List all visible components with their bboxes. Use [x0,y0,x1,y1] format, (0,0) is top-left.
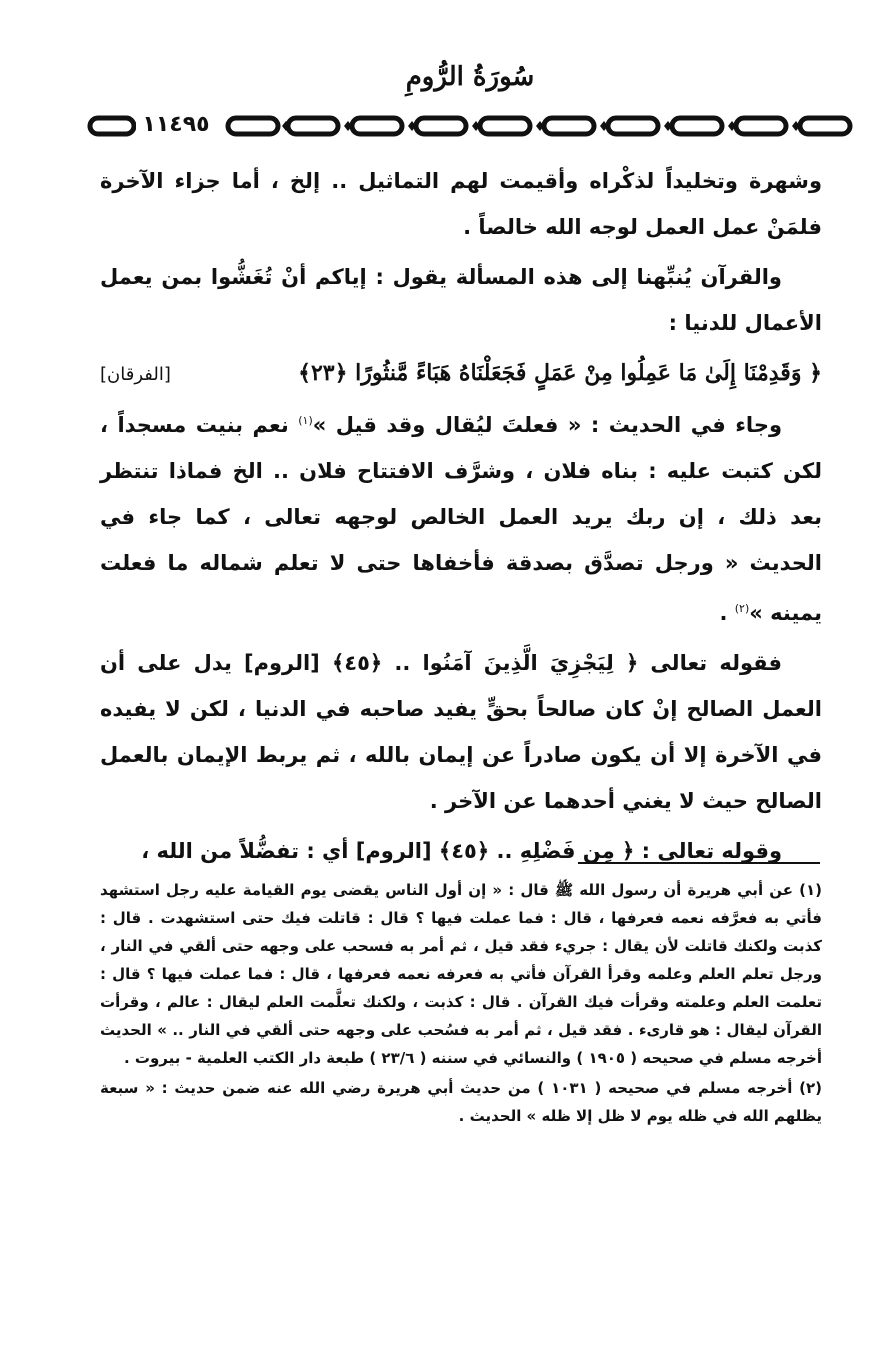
paragraph: وقوله تعالى : ﴿ مِن فَضْلِهِ .. ﴿٤٥﴾ [الروم] أي : تفضُّلاً من الله ، [141,839,782,863]
paragraph [100,398,822,636]
footnote-separator [578,862,820,864]
paragraph-end: . [719,601,735,625]
paragraph: فقوله تعالى ﴿ لِيَجْزِيَ الَّذِينَ آمَنُوا .. ﴿٤٥﴾ [الروم] يدل على أن العمل الصالح إنْ كان صالحاً بحقٍّ يفيد صاحبه في الدنيا ، لكن لا يفيده في الآخرة إلا أن يكون صادراً عن إيمان بالله ، ثم يربط الإيمان بالعمل الصالح حيث لا يغني أحدهما عن الآخر . [100,651,822,813]
footnote-marker: (١) [298,414,313,427]
page-number: ١١٤٩٥ [136,111,216,139]
hadith-quote: وجاء في الحديث : « فعلتَ ليُقال وقد قيل » [312,413,783,437]
surah-title: سُورَةُ الرُّومِ [405,62,535,92]
paragraph-text: نعم بنيت مسجداً ، لكن كتبت عليه : بناه فلان ، وشرَّف الافتتاح فلان .. الخ فماذا تنتظر بعد ذلك ، إن ربك يريد العمل الخالص لوجهه تعالى ، كما جاء في الحديث « ورجل تصدَّق بصدقة فأخفاها حتى لا تعلم شماله ما فعلت يمينه » [100,413,822,625]
footnote: (١) عن أبي هريرة أن رسول الله ﷺ قال : « إن أول الناس يقضى يوم القيامة عليه رجل استشهد فأتي به فعرَّفه نعمه فعرفها ، قال : فما عملت فيها ؟ قال : قاتلت فيك حتى استشهدت . قال : كذبت ولكنك قاتلت لأن يقال : جريء فقد قيل ، ثم أمر به فسحب على وجهه حتى ألقي في النار ، ورجل تعلم العلم وعلمه وقرأ القرآن فأتي به فعرفه نعمه فعرفها ، قال : فما عملت فيها ؟ قال : تعلمت العلم وعلمته وقرأت فيك القرآن . قال : كذبت ، ولكنك تعلَّمت العلم ليقال : عالم ، وقرأت القرآن ليقال : هو قارىء . فقد قيل ، ثم أمر به فسُحب على وجهه حتى ألقي في النار .. » الحديث أخرجه مسلم في صحيحه ( ١٩٠٥ ) والنسائي في سننه ( ٢٣/٦ ) طبعة دار الكتب العلمية - بيروت . [100,881,822,1067]
footnote-marker: (٢) [734,602,750,615]
quran-verse: ﴿ وَقَدِمْنَا إِلَىٰ مَا عَمِلُوا مِنْ عَمَلٍ فَجَعَلْنَاهُ هَبَاءً مَّنثُورًا ﴿٢٣﴾ [298,360,822,386]
footnotes [100,876,822,1132]
paragraph: وشهرة وتخليداً لذكْراه وأقيمت لهم التماثيل .. إلخ ، أما جزاء الآخرة فلمَنْ عمل العمل لوجه الله خالصاً . [100,169,822,239]
main-text [100,158,822,878]
quran-verse-line [100,350,822,398]
sura-reference: [الفرقان] [100,364,171,385]
footnote: (٢) أخرجه مسلم في صحيحه ( ١٠٣١ ) من حديث أبي هريرة رضي الله عنه ضمن حديث : « سبعة يظلهم الله في ظله يوم لا ظل إلا ظله » الحديث . [100,1079,822,1125]
paragraph: والقرآن يُنبِّهنا إلى هذه المسألة يقول : إياكم أنْ تُغَشُّوا بمن يعمل الأعمال للدنيا : [100,265,822,335]
